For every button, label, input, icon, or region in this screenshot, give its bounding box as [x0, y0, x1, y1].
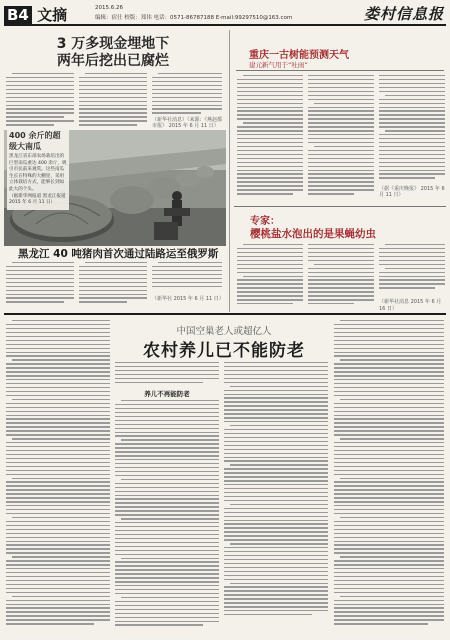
photo-caption-text: 黑龙江省东部农场栽培出的巨型南瓜重达 400 余斤，吸引市民前来观赏。这些南瓜生长在特殊的大棚里，采用立体栽培方式，能够长到如此大的个头。: [9, 154, 67, 192]
headline-cash-buried: [20, 36, 206, 70]
headline-pork-russia: 黑龙江 40 吨猪肉首次通过陆路运至俄罗斯: [18, 248, 219, 260]
headline-ancient-tree: 重庆一古树能预测天气: [249, 50, 349, 61]
article-elderly-col-2: [115, 400, 219, 636]
kicker-empty-nest: 中国空巢老人或超亿人: [176, 326, 272, 337]
section-name: 文摘: [37, 6, 68, 24]
subhead-no-security: 养儿不再能防老: [144, 390, 190, 398]
headline-line-1: 3 万多现金埋地下: [56, 36, 170, 52]
masthead-rule: [4, 24, 446, 26]
article-tree-col-1: [237, 75, 303, 201]
article-cash-byline: （新华社消息）（来源：《燕赵都市报》 2015 年 6 月 11 日）: [152, 117, 223, 129]
article-elderly-col-4: [334, 320, 444, 636]
article-cash-col-3: [152, 73, 222, 115]
kicker-expert: 专家：: [250, 216, 280, 227]
editor-info: 编辑：宿仕 校版：郑伟 电话：0571-86787188 E-mail:99297510@163.com: [95, 15, 293, 21]
article-elderly-col-2-top: [115, 362, 219, 388]
headline-rural-elderly: 农村养儿已不能防老: [143, 341, 305, 361]
section-label: [4, 4, 67, 25]
article-tree-byline: （据《重庆晚报》 2015 年 6 月 11 日）: [379, 186, 445, 198]
article-tree-col-3: [379, 75, 445, 185]
article-pork-col-3: [152, 262, 222, 292]
article-cherry-col-2: [308, 244, 374, 308]
headline-cherry-larvae: 樱桃盐水泡出的是果蝇幼虫: [250, 228, 376, 240]
paper-logo: 娄村信息报: [363, 5, 444, 23]
page-number: B4: [4, 6, 32, 24]
article-pork-col-1: [6, 262, 74, 306]
article-tree-col-2: [308, 75, 374, 201]
article-pork-col-2: [79, 262, 147, 306]
article-cash-col-2: [79, 73, 147, 129]
photo-caption-byline: （据新华网报道 黑龙江报道 2015 年 6 月 11 日）: [9, 193, 66, 206]
article-elderly-col-1: [6, 320, 110, 636]
article-pork-byline: （新华社 2015 年 6 月 11 日）: [152, 296, 224, 302]
photo-caption-title: 400 余斤的超级大南瓜: [9, 131, 61, 151]
article-cherry-col-3: [379, 244, 445, 294]
article-elderly-col-3: [224, 362, 328, 636]
column-divider: [229, 30, 230, 312]
right-section-rule: [234, 206, 446, 207]
bottom-section-rule: [4, 313, 446, 315]
tree-rule: [236, 70, 444, 71]
headline-line-2: 两年后挖出已腐烂: [57, 53, 169, 69]
article-cherry-col-1: [237, 244, 303, 308]
article-cherry-byline: （新华社消息 2015 年 6 月 16 日）: [379, 299, 442, 312]
issue-date: 2015.6.26: [95, 5, 123, 11]
subhead-ancient-tree: 建元新气用于“吐雨”: [249, 61, 308, 69]
article-cash-col-1: [6, 73, 74, 129]
photo-caption: [7, 128, 69, 210]
